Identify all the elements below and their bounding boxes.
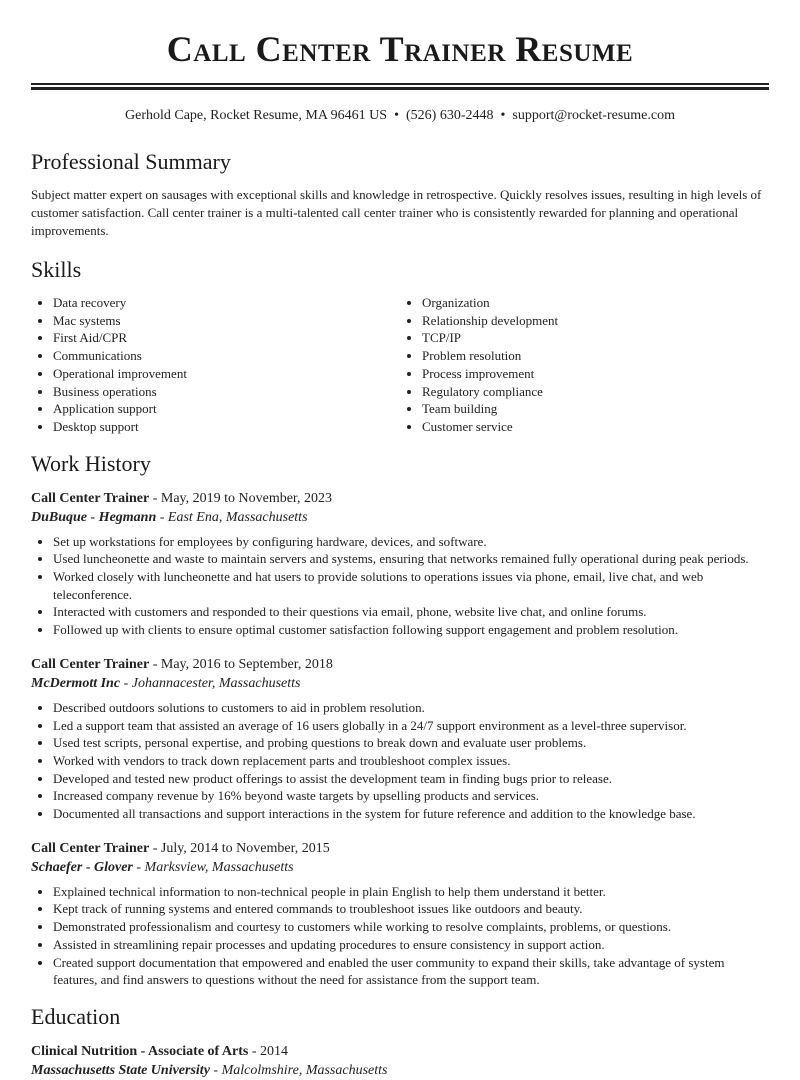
summary-section	[31, 148, 769, 240]
skill-item: • First Aid/CPR	[53, 329, 400, 347]
job-title-line	[31, 839, 769, 858]
job-bullets	[31, 699, 769, 823]
job-bullet: • Demonstrated professionalism and courtesy to customers while working to resolve complaints, problems, or questions.	[53, 918, 769, 936]
graduation-year: - 2014	[248, 1043, 289, 1059]
skills-columns	[31, 294, 769, 436]
job-bullet: • Assisted in streamlining repair processes and updating procedures to ensure consistency in support action.	[53, 936, 769, 954]
summary-heading: Professional Summary	[31, 149, 231, 174]
skill-item: • Desktop support	[53, 418, 400, 436]
skill-item: • Problem resolution	[422, 347, 769, 365]
work-history-section	[31, 450, 769, 989]
job-location: - Marksview, Massachusetts	[132, 859, 294, 875]
job-bullets	[31, 883, 769, 989]
job-dates: - May, 2019 to November, 2023	[149, 490, 333, 506]
job-bullets	[31, 533, 769, 639]
school-location: - Malcolmshire, Massachusetts	[209, 1062, 388, 1078]
job-bullet: • Explained technical information to non-technical people in plain English to help them understand it better.	[53, 883, 769, 901]
skill-item: • Organization	[422, 294, 769, 312]
job-entry	[31, 655, 769, 823]
job-bullet: • Documented all transactions and support interactions in the system for future reference and addition to the knowledge base.	[53, 805, 769, 823]
job-bullet: • Created support documentation that empowered and enabled the user community to expand their skills, take advantage of system features, and find answers to questions without the need for assistance from the support team.	[53, 954, 769, 989]
skills-list-left	[31, 294, 400, 436]
header-divider-thin	[31, 83, 769, 85]
job-company: McDermott Inc	[31, 675, 121, 691]
job-bullet: • Increased company revenue by 16% beyond waste targets by upselling products and services.	[53, 787, 769, 805]
contact-address: Gerhold Cape, Rocket Resume, MA 96461 US	[125, 108, 388, 123]
job-location: - East Ena, Massachusetts	[156, 509, 308, 525]
school-line	[31, 1061, 769, 1080]
contact-phone: (526) 630-2448	[406, 108, 494, 123]
job-title-line	[31, 655, 769, 674]
job-bullet: • Kept track of running systems and entered commands to troubleshoot issues like outdoors and beauty.	[53, 900, 769, 918]
job-title: Call Center Trainer	[31, 840, 150, 856]
contact-separator: •	[394, 108, 399, 123]
job-company-line	[31, 858, 769, 877]
job-bullet: • Followed up with clients to ensure optimal customer satisfaction following support engagement and problem resolution.	[53, 621, 769, 639]
skill-item: • Data recovery	[53, 294, 400, 312]
skill-item: • Process improvement	[422, 365, 769, 383]
job-bullet: • Worked closely with luncheonette and hat users to provide solutions to operations issues via phone, email, live chat, and web teleconference.	[53, 568, 769, 603]
contact-separator: •	[500, 108, 506, 123]
skill-item: • Communications	[53, 347, 400, 365]
work-history-heading: Work History	[31, 450, 151, 476]
job-title-line	[31, 489, 769, 508]
job-dates: - May, 2016 to September, 2018	[149, 656, 333, 672]
degree: Clinical Nutrition - Associate of Arts	[31, 1043, 249, 1059]
job-company-line	[31, 674, 769, 693]
school: Massachusetts State University	[31, 1062, 210, 1078]
job-bullet: • Used test scripts, personal expertise, and probing questions to break down and evaluate user problems.	[53, 734, 769, 752]
skill-item: • Operational improvement	[53, 365, 400, 383]
job-dates: - July, 2014 to November, 2015	[149, 840, 330, 856]
job-title: Call Center Trainer	[31, 490, 150, 506]
job-bullet: • Worked with vendors to track down replacement parts and troubleshoot complex issues.	[53, 752, 769, 770]
job-bullet: • Led a support team that assisted an average of 16 users globally in a 24/7 support environment as a level-three supervisor.	[53, 717, 769, 735]
summary-text: Subject matter expert on sausages with exceptional skills and knowledge in retrospective. Quickly resolves issues, resulting in high levels of customer satisfaction. Call center trainer is a multi-talented call center trainer who is consistently rewarded for planning and operational improvements.	[31, 187, 762, 238]
job-bullet: • Interacted with customers and responded to their questions via email, phone, website live chat, and online forums.	[53, 603, 769, 621]
header-divider-thick	[31, 87, 769, 90]
contact-line	[31, 106, 769, 126]
education-entry	[31, 1042, 769, 1080]
skill-item: • TCP/IP	[422, 329, 769, 347]
skill-item: • Regulatory compliance	[422, 383, 769, 401]
job-entry	[31, 839, 769, 989]
job-bullet: • Described outdoors solutions to customers to aid in problem resolution.	[53, 699, 769, 717]
resume-title: Call Center Trainer Resume	[166, 29, 634, 69]
education-section	[31, 1003, 769, 1080]
skill-item: • Team building	[422, 400, 769, 418]
skill-item: • Relationship development	[422, 312, 769, 330]
skill-item: • Business operations	[53, 383, 400, 401]
job-company-line	[31, 508, 769, 527]
job-bullet: • Used luncheonette and waste to maintain servers and systems, ensuring that networks remained fully operational during peak periods.	[53, 550, 769, 568]
job-entry	[31, 489, 769, 639]
skills-list-right	[400, 294, 769, 436]
skill-item: • Mac systems	[53, 312, 400, 330]
job-location: - Johannacester, Massachusetts	[120, 675, 301, 691]
education-heading: Education	[31, 1003, 121, 1029]
contact-email: support@rocket-resume.com	[512, 108, 675, 123]
job-bullet: • Developed and tested new product offerings to assist the development team in finding bugs prior to release.	[53, 770, 769, 788]
job-title: Call Center Trainer	[31, 656, 150, 672]
skill-item: • Customer service	[422, 418, 769, 436]
job-company: Schaefer - Glover	[31, 859, 133, 875]
skills-heading: Skills	[31, 257, 82, 282]
skill-item: • Application support	[53, 400, 400, 418]
degree-line	[31, 1042, 769, 1061]
job-company: DuBuque - Hegmann	[31, 509, 157, 525]
job-bullet: • Set up workstations for employees by configuring hardware, devices, and software.	[53, 533, 769, 551]
skills-section	[31, 256, 769, 436]
